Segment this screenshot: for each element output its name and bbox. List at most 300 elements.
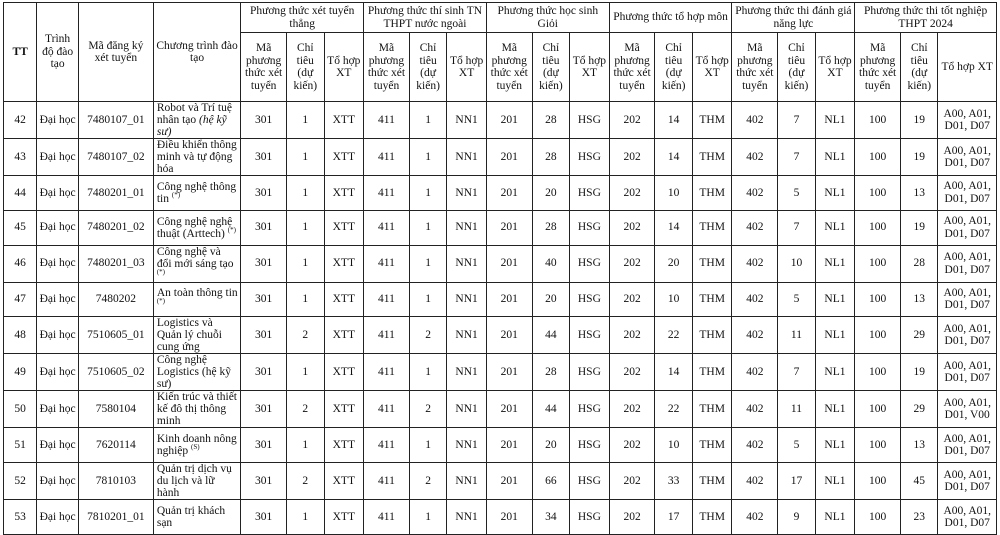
combo-cell: A00, A01, D01, D07 (938, 317, 997, 354)
combo-cell: NN1 (447, 176, 487, 211)
program-name: Quản trị dịch vụ du lịch và lữ hành (156, 463, 232, 500)
table-row (4, 463, 997, 500)
combo-cell: THM (692, 245, 732, 282)
method-code-cell: 201 (486, 102, 532, 139)
combo-cell: A00, A01, D01, D07 (938, 245, 997, 282)
method-code-cell: 201 (486, 176, 532, 211)
program-name: Quản trị khách sạn (156, 505, 226, 530)
subheader-combo: Tổ hợp XT (938, 33, 997, 102)
method-code-cell: 202 (609, 500, 655, 535)
method-code-cell: 202 (609, 210, 655, 245)
table-row (4, 354, 997, 391)
row-tt: 49 (4, 354, 37, 391)
method-code-cell: 202 (609, 139, 655, 176)
row-tt: 42 (4, 102, 37, 139)
quota-cell: 1 (287, 176, 324, 211)
quota-cell: 1 (409, 139, 446, 176)
quota-cell: 1 (409, 176, 446, 211)
quota-cell: 7 (778, 354, 815, 391)
combo-cell: XTT (324, 282, 364, 317)
combo-cell: NL1 (815, 102, 855, 139)
quota-cell: 17 (655, 500, 692, 535)
header-tt: TT (4, 3, 37, 102)
quota-cell: 19 (901, 210, 938, 245)
combo-cell: HSG (570, 463, 610, 500)
combo-cell: HSG (570, 102, 610, 139)
quota-cell: 10 (655, 282, 692, 317)
method-code-cell: 402 (732, 245, 778, 282)
quota-cell: 1 (287, 210, 324, 245)
quota-cell: 19 (901, 354, 938, 391)
method-code-cell: 411 (364, 391, 410, 428)
row-level: Đại học (37, 282, 79, 317)
combo-cell: HSG (570, 391, 610, 428)
program-name: Công nghệ và đổi mới sáng tạo (156, 245, 234, 270)
combo-cell: XTT (324, 463, 364, 500)
method-code-cell: 411 (364, 428, 410, 463)
method-code-cell: 402 (732, 354, 778, 391)
header-group-title: Phương thức thí sinh TN THPT nước ngoài (364, 3, 487, 33)
row-code: 7480201_03 (78, 245, 153, 282)
combo-cell: THM (692, 391, 732, 428)
subheader-method-code: Mã phương thức xét tuyển (732, 33, 778, 102)
combo-cell: NN1 (447, 282, 487, 317)
method-code-cell: 201 (486, 139, 532, 176)
quota-cell: 1 (287, 102, 324, 139)
row-code: 7510605_01 (78, 317, 153, 354)
method-code-cell: 202 (609, 428, 655, 463)
method-code-cell: 301 (241, 317, 287, 354)
row-program (153, 463, 240, 500)
quota-cell: 28 (901, 245, 938, 282)
method-code-cell: 202 (609, 391, 655, 428)
method-code-cell: 100 (855, 282, 901, 317)
quota-cell: 5 (778, 282, 815, 317)
method-code-cell: 100 (855, 317, 901, 354)
method-code-cell: 411 (364, 102, 410, 139)
quota-cell: 1 (287, 245, 324, 282)
quota-cell: 10 (655, 176, 692, 211)
row-program (153, 317, 240, 354)
program-name: An toàn thông tin (156, 287, 238, 300)
method-code-cell: 402 (732, 210, 778, 245)
row-code: 7810103 (78, 463, 153, 500)
row-level: Đại học (37, 463, 79, 500)
method-code-cell: 202 (609, 245, 655, 282)
method-code-cell: 202 (609, 282, 655, 317)
quota-cell: 2 (409, 463, 446, 500)
header-group-title: Phương thức học sinh Giỏi (486, 3, 609, 33)
method-code-cell: 100 (855, 210, 901, 245)
row-level: Đại học (37, 354, 79, 391)
quota-cell: 19 (901, 139, 938, 176)
table-row (4, 391, 997, 428)
method-code-cell: 411 (364, 139, 410, 176)
quota-cell: 1 (287, 428, 324, 463)
subheader-quota: Chỉ tiêu (dự kiến) (532, 33, 569, 102)
combo-cell: XTT (324, 176, 364, 211)
quota-cell: 23 (901, 500, 938, 535)
program-name: Robot và Trí tuệ nhân tạo (156, 102, 232, 126)
quota-cell: 20 (532, 428, 569, 463)
quota-cell: 44 (532, 391, 569, 428)
quota-cell: 29 (901, 391, 938, 428)
method-code-cell: 301 (241, 500, 287, 535)
table-header (4, 3, 997, 102)
method-code-cell: 100 (855, 139, 901, 176)
table-body (4, 102, 997, 535)
method-code-cell: 100 (855, 428, 901, 463)
method-code-cell: 202 (609, 102, 655, 139)
subheader-method-code: Mã phương thức xét tuyển (364, 33, 410, 102)
row-program (153, 500, 240, 535)
program-name: Điều khiển thông minh và tự động hóa (156, 139, 237, 175)
combo-cell: XTT (324, 245, 364, 282)
row-program (153, 139, 240, 176)
method-code-cell: 202 (609, 176, 655, 211)
row-code: 7620114 (78, 428, 153, 463)
combo-cell: NN1 (447, 463, 487, 500)
method-code-cell: 402 (732, 317, 778, 354)
quota-cell: 28 (532, 210, 569, 245)
quota-cell: 11 (778, 391, 815, 428)
quota-cell: 1 (409, 282, 446, 317)
quota-cell: 66 (532, 463, 569, 500)
row-level: Đại học (37, 391, 79, 428)
quota-cell: 13 (901, 282, 938, 317)
row-tt: 53 (4, 500, 37, 535)
row-tt: 46 (4, 245, 37, 282)
combo-cell: A00, A01, D01, V00 (938, 391, 997, 428)
combo-cell: NN1 (447, 139, 487, 176)
combo-cell: THM (692, 463, 732, 500)
method-code-cell: 201 (486, 500, 532, 535)
combo-cell: NN1 (447, 317, 487, 354)
method-code-cell: 301 (241, 210, 287, 245)
combo-cell: THM (692, 139, 732, 176)
method-code-cell: 411 (364, 245, 410, 282)
method-code-cell: 402 (732, 139, 778, 176)
method-code-cell: 301 (241, 428, 287, 463)
combo-cell: XTT (324, 317, 364, 354)
quota-cell: 2 (287, 463, 324, 500)
combo-cell: XTT (324, 391, 364, 428)
row-code: 7480201_02 (78, 210, 153, 245)
method-code-cell: 402 (732, 500, 778, 535)
combo-cell: HSG (570, 139, 610, 176)
subheader-quota: Chỉ tiêu (dự kiến) (901, 33, 938, 102)
quota-cell: 5 (778, 428, 815, 463)
row-code: 7480107_01 (78, 102, 153, 139)
quota-cell: 29 (901, 317, 938, 354)
method-code-cell: 301 (241, 139, 287, 176)
program-footnote-mark: (*) (156, 297, 166, 306)
table-row (4, 282, 997, 317)
row-code: 7580104 (78, 391, 153, 428)
program-footnote-mark: (*) (227, 225, 236, 234)
combo-cell: NN1 (447, 245, 487, 282)
method-code-cell: 402 (732, 282, 778, 317)
quota-cell: 33 (655, 463, 692, 500)
combo-cell: THM (692, 354, 732, 391)
combo-cell: NN1 (447, 210, 487, 245)
method-code-cell: 402 (732, 102, 778, 139)
method-code-cell: 201 (486, 354, 532, 391)
quota-cell: 11 (778, 317, 815, 354)
row-tt: 48 (4, 317, 37, 354)
combo-cell: HSG (570, 282, 610, 317)
header-level: Trình độ đào tạo (37, 3, 79, 102)
quota-cell: 22 (655, 391, 692, 428)
row-program (153, 282, 240, 317)
row-level: Đại học (37, 176, 79, 211)
method-code-cell: 301 (241, 391, 287, 428)
method-code-cell: 402 (732, 176, 778, 211)
combo-cell: XTT (324, 354, 364, 391)
program-name: Kinh doanh nông nghiệp (156, 433, 237, 458)
header-group-title: Phương thức tổ hợp môn (609, 3, 732, 33)
quota-cell: 1 (409, 245, 446, 282)
quota-cell: 7 (778, 210, 815, 245)
subheader-quota: Chỉ tiêu (dự kiến) (778, 33, 815, 102)
method-code-cell: 202 (609, 317, 655, 354)
quota-cell: 20 (532, 176, 569, 211)
combo-cell: XTT (324, 210, 364, 245)
header-group-title: Phương thức thi tốt nghiệp THPT 2024 (855, 3, 997, 33)
quota-cell: 40 (532, 245, 569, 282)
row-code: 7480107_02 (78, 139, 153, 176)
combo-cell: THM (692, 428, 732, 463)
table-row (4, 428, 997, 463)
row-code: 7510605_02 (78, 354, 153, 391)
combo-cell: XTT (324, 500, 364, 535)
method-code-cell: 201 (486, 317, 532, 354)
combo-cell: NL1 (815, 210, 855, 245)
combo-cell: NL1 (815, 463, 855, 500)
subheader-combo: Tổ hợp XT (324, 33, 364, 102)
subheader-method-code: Mã phương thức xét tuyển (486, 33, 532, 102)
quota-cell: 2 (409, 391, 446, 428)
method-code-cell: 411 (364, 354, 410, 391)
method-code-cell: 411 (364, 500, 410, 535)
method-code-cell: 411 (364, 176, 410, 211)
subheader-method-code: Mã phương thức xét tuyển (855, 33, 901, 102)
table-row (4, 102, 997, 139)
quota-cell: 17 (778, 463, 815, 500)
subheader-quota: Chỉ tiêu (dự kiến) (655, 33, 692, 102)
row-code: 7480202 (78, 282, 153, 317)
method-code-cell: 202 (609, 463, 655, 500)
row-tt: 51 (4, 428, 37, 463)
subheader-quota: Chỉ tiêu (dự kiến) (409, 33, 446, 102)
combo-cell: XTT (324, 139, 364, 176)
combo-cell: THM (692, 176, 732, 211)
subheader-combo: Tổ hợp XT (815, 33, 855, 102)
quota-cell: 1 (409, 354, 446, 391)
method-code-cell: 411 (364, 317, 410, 354)
header-program: Chương trình đào tạo (153, 3, 240, 102)
combo-cell: A00, A01, D01, D07 (938, 428, 997, 463)
method-code-cell: 202 (609, 354, 655, 391)
subheader-method-code: Mã phương thức xét tuyển (241, 33, 287, 102)
program-name: Logistics và Quản lý chuỗi cung ứng (156, 317, 222, 354)
method-code-cell: 100 (855, 176, 901, 211)
quota-cell: 34 (532, 500, 569, 535)
quota-cell: 10 (655, 428, 692, 463)
method-code-cell: 201 (486, 282, 532, 317)
combo-cell: NL1 (815, 282, 855, 317)
combo-cell: NN1 (447, 428, 487, 463)
row-program (153, 391, 240, 428)
combo-cell: NL1 (815, 245, 855, 282)
table-row (4, 500, 997, 535)
program-footnote-mark: (S) (191, 443, 200, 452)
combo-cell: NL1 (815, 500, 855, 535)
combo-cell: THM (692, 282, 732, 317)
method-code-cell: 100 (855, 391, 901, 428)
combo-cell: XTT (324, 102, 364, 139)
combo-cell: A00, A01, D01, D07 (938, 500, 997, 535)
method-code-cell: 301 (241, 176, 287, 211)
quota-cell: 2 (287, 391, 324, 428)
method-code-cell: 100 (855, 500, 901, 535)
method-code-cell: 201 (486, 463, 532, 500)
quota-cell: 1 (287, 139, 324, 176)
combo-cell: A00, A01, D01, D07 (938, 139, 997, 176)
combo-cell: NL1 (815, 317, 855, 354)
program-footnote-mark: (*) (171, 191, 181, 200)
combo-cell: THM (692, 317, 732, 354)
quota-cell: 20 (532, 282, 569, 317)
row-program (153, 176, 240, 211)
combo-cell: THM (692, 102, 732, 139)
quota-cell: 19 (901, 102, 938, 139)
quota-cell: 28 (532, 354, 569, 391)
row-tt: 52 (4, 463, 37, 500)
program-name: Công nghệ Logistics (hệ kỹ sư) (156, 354, 231, 391)
row-tt: 43 (4, 139, 37, 176)
quota-cell: 45 (901, 463, 938, 500)
row-program (153, 102, 240, 139)
table-row (4, 317, 997, 354)
method-code-cell: 100 (855, 102, 901, 139)
row-program (153, 428, 240, 463)
table-row (4, 245, 997, 282)
quota-cell: 1 (409, 500, 446, 535)
row-level: Đại học (37, 210, 79, 245)
combo-cell: HSG (570, 317, 610, 354)
quota-cell: 14 (655, 354, 692, 391)
program-name: Công nghệ thông tin (156, 180, 237, 205)
combo-cell: NL1 (815, 428, 855, 463)
subheader-method-code: Mã phương thức xét tuyển (609, 33, 655, 102)
method-code-cell: 402 (732, 428, 778, 463)
row-tt: 50 (4, 391, 37, 428)
method-code-cell: 402 (732, 391, 778, 428)
header-group-title: Phương thức thi đánh giá năng lực (732, 3, 855, 33)
row-level: Đại học (37, 102, 79, 139)
program-name: Kiến trúc và thiết kế đô thị thông minh (156, 391, 237, 428)
combo-cell: NL1 (815, 176, 855, 211)
method-code-cell: 100 (855, 245, 901, 282)
combo-cell: HSG (570, 500, 610, 535)
subheader-combo: Tổ hợp XT (570, 33, 610, 102)
combo-cell: HSG (570, 176, 610, 211)
combo-cell: HSG (570, 245, 610, 282)
method-code-cell: 411 (364, 463, 410, 500)
method-code-cell: 100 (855, 463, 901, 500)
quota-cell: 10 (778, 245, 815, 282)
method-code-cell: 301 (241, 463, 287, 500)
method-code-cell: 201 (486, 245, 532, 282)
quota-cell: 1 (287, 500, 324, 535)
subheader-combo: Tổ hợp XT (447, 33, 487, 102)
method-code-cell: 201 (486, 210, 532, 245)
row-program (153, 354, 240, 391)
combo-cell: NN1 (447, 391, 487, 428)
quota-cell: 2 (409, 317, 446, 354)
row-tt: 44 (4, 176, 37, 211)
combo-cell: THM (692, 210, 732, 245)
table-row (4, 139, 997, 176)
quota-cell: 44 (532, 317, 569, 354)
method-code-cell: 301 (241, 282, 287, 317)
combo-cell: NL1 (815, 139, 855, 176)
combo-cell: XTT (324, 428, 364, 463)
table-row (4, 176, 997, 211)
quota-cell: 7 (778, 139, 815, 176)
header-code: Mã đăng ký xét tuyển (78, 3, 153, 102)
row-level: Đại học (37, 500, 79, 535)
combo-cell: HSG (570, 210, 610, 245)
method-code-cell: 301 (241, 354, 287, 391)
quota-cell: 1 (287, 354, 324, 391)
subheader-quota: Chỉ tiêu (dự kiến) (287, 33, 324, 102)
quota-cell: 1 (409, 210, 446, 245)
row-program (153, 210, 240, 245)
combo-cell: NN1 (447, 354, 487, 391)
row-code: 7480201_01 (78, 176, 153, 211)
quota-cell: 2 (287, 317, 324, 354)
row-level: Đại học (37, 317, 79, 354)
method-code-cell: 411 (364, 210, 410, 245)
combo-cell: A00, A01, D01, D07 (938, 282, 997, 317)
combo-cell: NL1 (815, 391, 855, 428)
subheader-combo: Tổ hợp XT (692, 33, 732, 102)
combo-cell: NL1 (815, 354, 855, 391)
method-code-cell: 201 (486, 428, 532, 463)
method-code-cell: 301 (241, 102, 287, 139)
program-note: (hệ kỹ sư) (156, 114, 227, 138)
combo-cell: A00, A01, D01, D07 (938, 210, 997, 245)
header-group-title: Phương thức xét tuyển thẳng (241, 3, 364, 33)
admissions-table (3, 2, 997, 535)
table-row (4, 210, 997, 245)
row-level: Đại học (37, 245, 79, 282)
quota-cell: 14 (655, 139, 692, 176)
quota-cell: 28 (532, 139, 569, 176)
combo-cell: A00, A01, D01, D07 (938, 463, 997, 500)
quota-cell: 1 (409, 102, 446, 139)
method-code-cell: 201 (486, 391, 532, 428)
method-code-cell: 411 (364, 282, 410, 317)
quota-cell: 22 (655, 317, 692, 354)
method-code-cell: 301 (241, 245, 287, 282)
quota-cell: 14 (655, 102, 692, 139)
combo-cell: A00, A01, D01, D07 (938, 354, 997, 391)
quota-cell: 1 (287, 282, 324, 317)
quota-cell: 13 (901, 428, 938, 463)
